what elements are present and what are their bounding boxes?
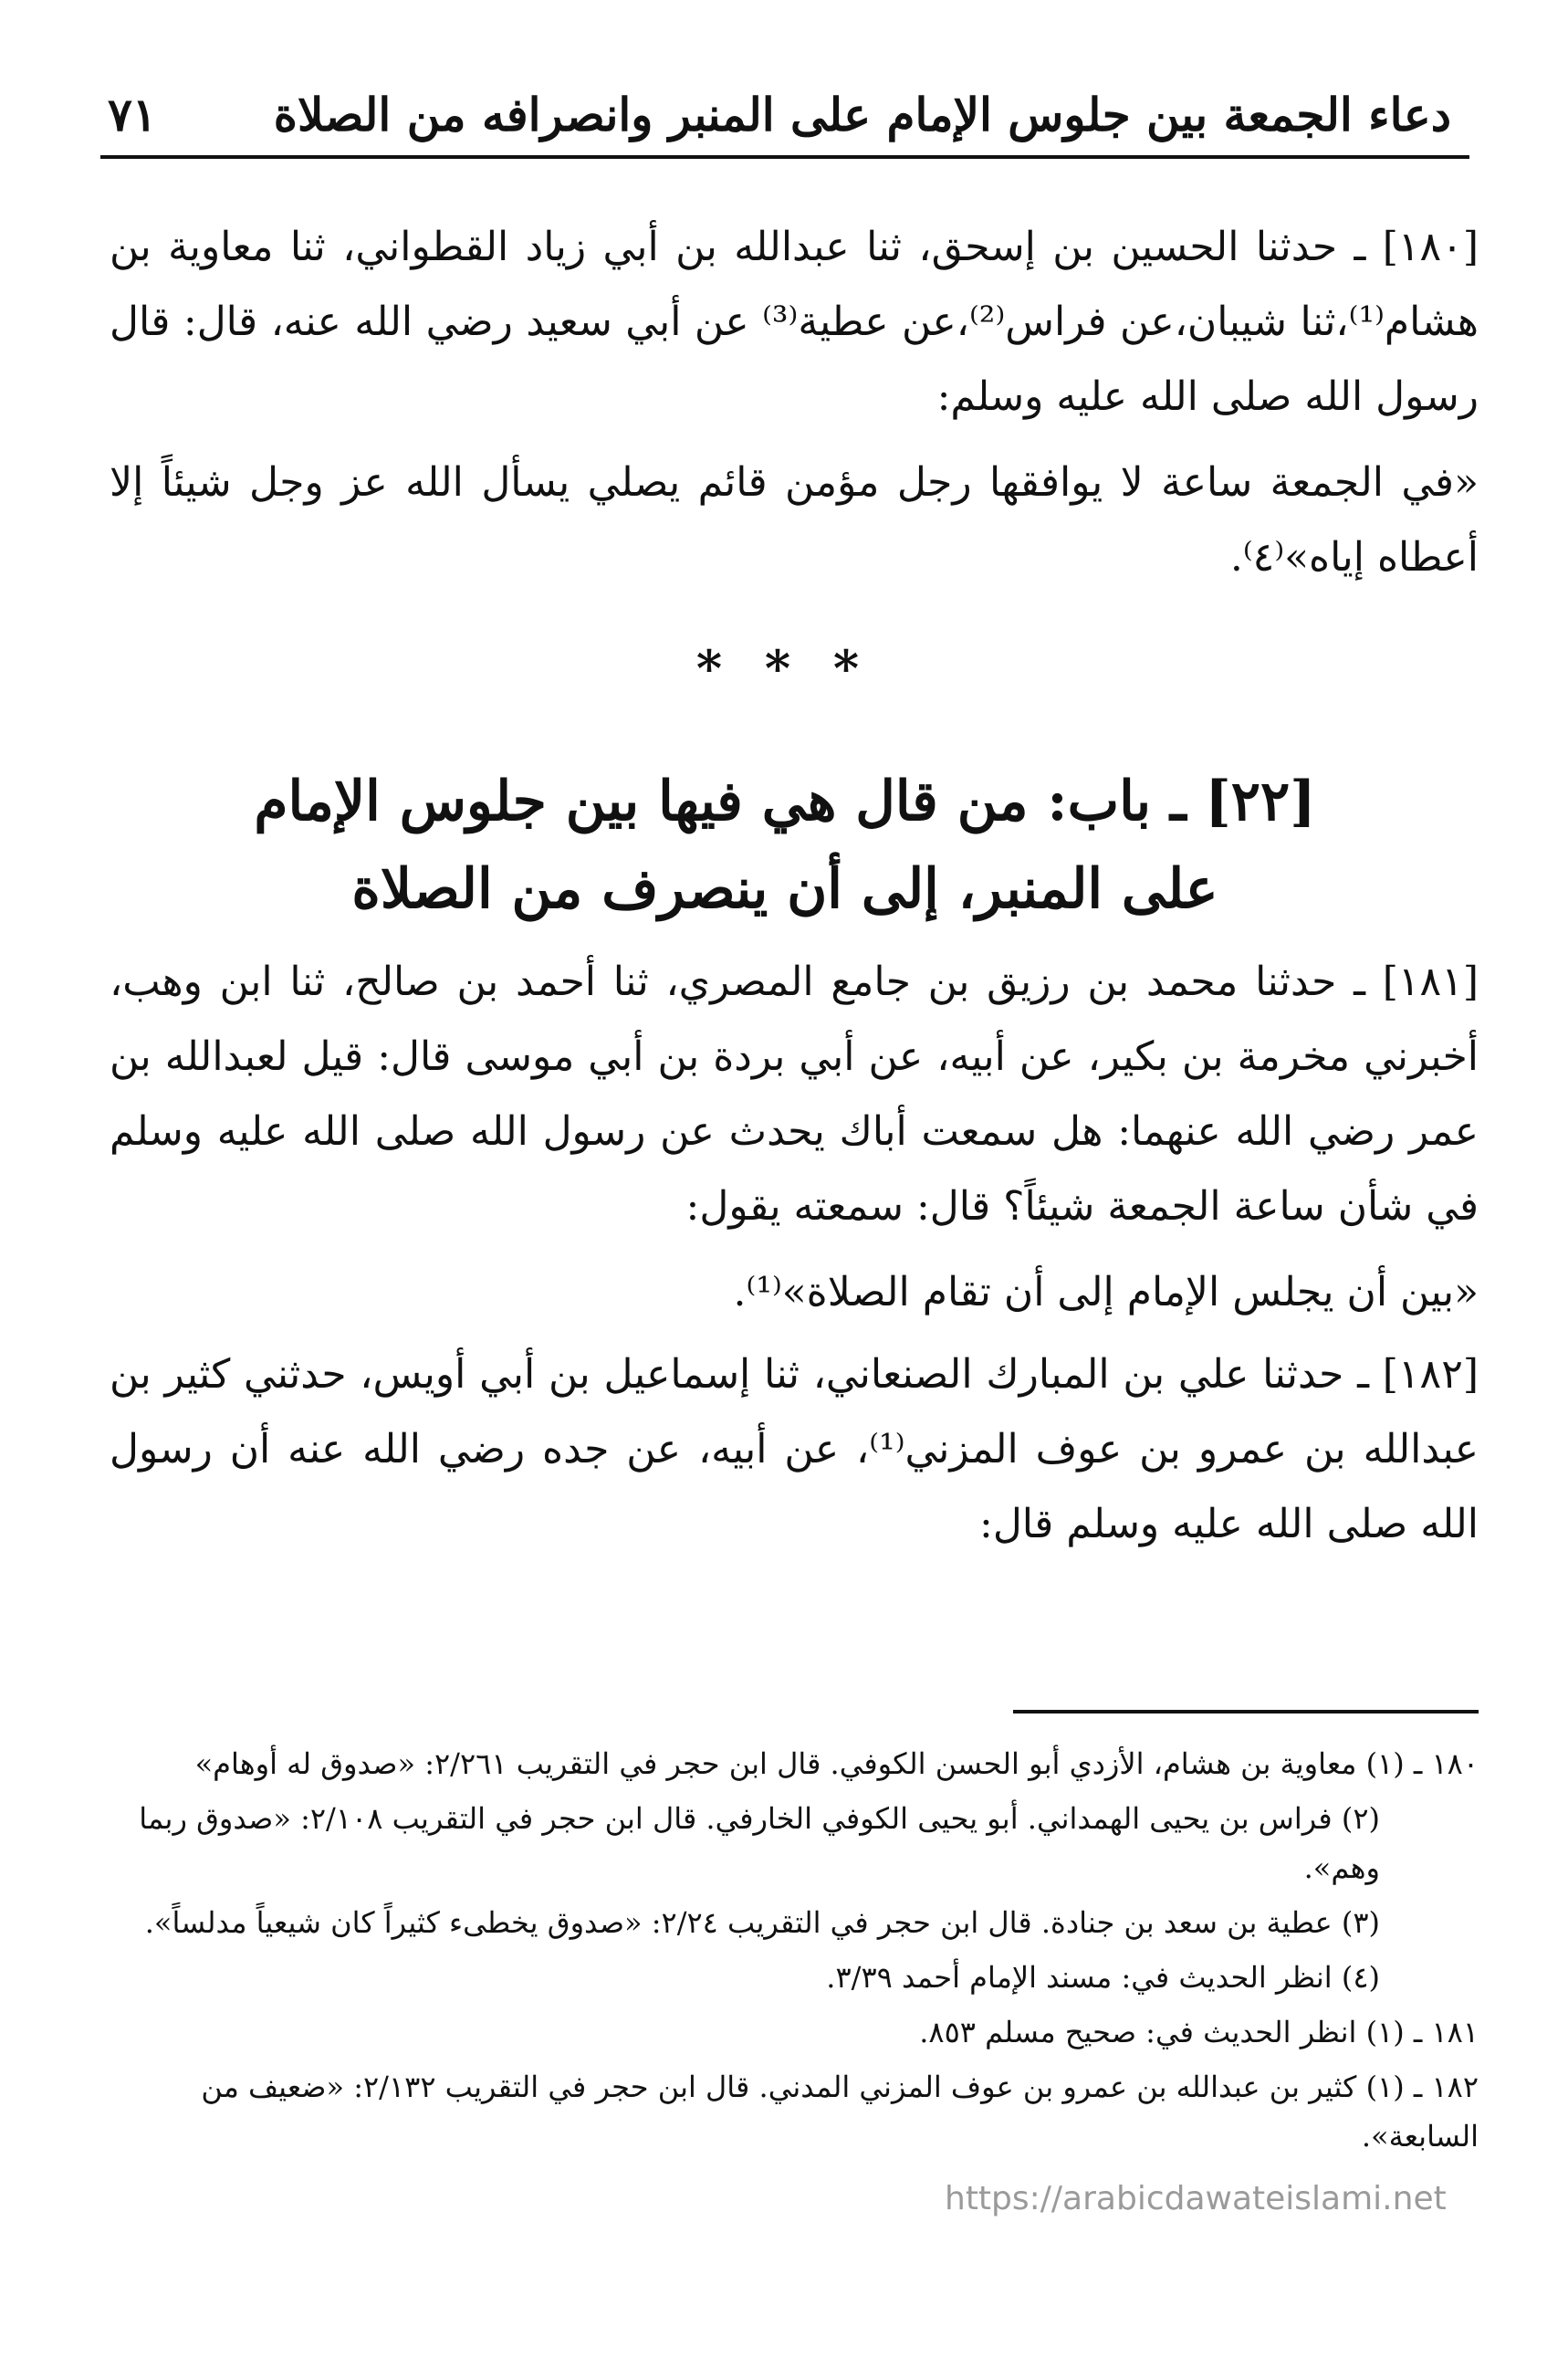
chapter-heading-line-1: [٢٢] ـ باب: من قال هي فيها بين جلوس الإمام xyxy=(254,770,1316,833)
footnote-180-4: (٤) انظر الحديث في: مسند الإمام أحمد ٣/٣٩. xyxy=(826,1960,1380,1995)
hadith-181 xyxy=(110,945,1479,1330)
hadith-182-text: [١٨٢] ـ حدثنا علي بن المبارك الصنعاني، ثنا إسماعيل بن أبي أويس، حدثني كثير بن عبدالله بن عمرو بن عوف المزني⁽¹⁾، عن أبيه، عن جده رضي الله عنه أن رسول الله صلى الله عليه وسلم قال: xyxy=(110,1351,1479,1547)
footnote-182-1: ١٨٢ ـ (١) كثير بن عبدالله بن عمرو بن عوف المزني المدني. قال ابن حجر في التقريب ٢/١٣٢: «ضعيف من السابعة». xyxy=(201,2070,1479,2154)
footnote-180-2: (٢) فراس بن يحيى الهمداني. أبو يحيى الكوفي الخارفي. قال ابن حجر في التقريب ٢/١٠٨: «صدوق ربما وهم». xyxy=(139,1801,1380,1885)
hadith-181-quote: «بين أن يجلس الإمام إلى أن تقام الصلاة»⁽¹⁾. xyxy=(733,1269,1479,1315)
hadith-180-text: [١٨٠] ـ حدثنا الحسين بن إسحق، ثنا عبدالله بن أبي زياد القطواني، ثنا معاوية بن هشام⁽¹⁾،ثنا شيبان،عن فراس⁽²⁾،عن عطية⁽³⁾ عن أبي سعيد رضي الله عنه، قال: قال رسول الله صلى الله عليه وسلم: xyxy=(110,224,1479,420)
running-title: دعاء الجمعة بين جلوس الإمام على المنبر وانصرافه من الصلاة xyxy=(273,88,1451,141)
footnote-divider xyxy=(1013,1710,1479,1713)
hadith-181-text: [١٨١] ـ حدثنا محمد بن رزيق بن جامع المصري، ثنا أحمد بن صالح، ثنا ابن وهب، أخبرني مخرمة بن بكير، عن أبيه، عن أبي بردة بن أبي موسى قال: قيل لعبدالله بن عمر رضي الله عنهما: هل سمعت أباك يحدث عن رسول الله صلى الله عليه وسلم في شأن ساعة الجمعة شيئاً؟ قال: سمعته يقول: xyxy=(110,959,1479,1230)
hadith-182 xyxy=(110,1337,1479,1562)
chapter-heading xyxy=(237,758,1333,933)
footnote-180-3: (٣) عطية بن سعد بن جنادة. قال ابن حجر في التقريب ٢/٢٤: «صدوق يخطىء كثيراً كان شيعياً مدلساً». xyxy=(144,1905,1380,1940)
watermark-url: https://arabicdawateislami.net xyxy=(945,2180,1447,2217)
page-header xyxy=(100,82,1469,159)
page-number: ٧١ xyxy=(108,88,157,141)
hadith-180-quote: «في الجمعة ساعة لا يوافقها رجل مؤمن قائم يصلي يسأل الله عز وجل شيئاً إلا أعطاه إياه»⁽٤⁾. xyxy=(110,459,1479,581)
footnote-180-1: ١٨٠ ـ (١) معاوية بن هشام، الأزدي أبو الحسن الكوفي. قال ابن حجر في التقريب ٢/٢٦١: «صدوق له أوهام» xyxy=(194,1746,1479,1781)
footnote-181-1: ١٨١ ـ (١) انظر الحديث في: صحيح مسلم ٨٥٣. xyxy=(919,2015,1479,2049)
hadith-180 xyxy=(110,210,1479,595)
section-separator: * * * xyxy=(695,639,873,697)
chapter-heading-line-2: على المنبر، إلى أن ينصرف من الصلاة xyxy=(351,857,1218,921)
footnotes xyxy=(110,1739,1479,2166)
